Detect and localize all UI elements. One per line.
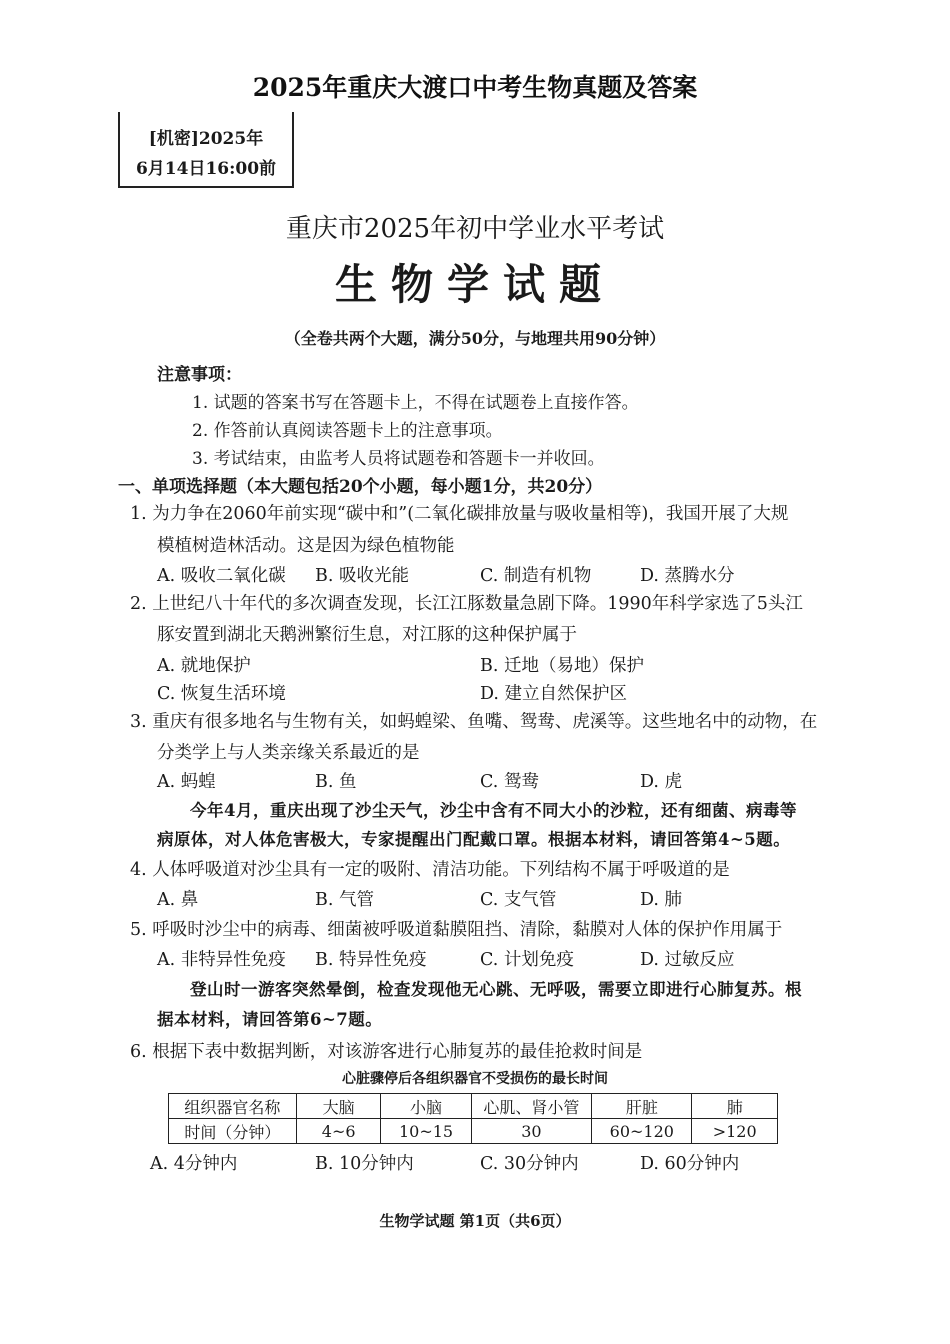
table-header-cell: 小脑 [381, 1094, 471, 1119]
exam-name: 重庆市2025年初中学业水平考试 [285, 214, 665, 244]
q4-option-b: B. 气管 [315, 890, 374, 910]
q5-option-a: A. 非特异性免疫 [157, 950, 286, 970]
table-row [169, 1119, 778, 1144]
q6-option-c: C. 30分钟内 [480, 1154, 579, 1174]
q4-option-d: D. 肺 [640, 890, 683, 910]
table-header-cell: 肺 [692, 1094, 778, 1119]
material-2-line-1: 登山时一游客突然晕倒，检查发现他无心跳、无呼吸，需要立即进行心肺复苏。根 [190, 980, 802, 999]
confidential-line-2: 6月14日16:00前 [135, 159, 277, 179]
q1-option-d: D. 蒸腾水分 [640, 566, 735, 586]
table-cell: >120 [692, 1119, 778, 1144]
confidential-line-1: [机密]2025年 [148, 129, 264, 149]
document-title: 2025年重庆大渡口中考生物真题及答案 [252, 73, 698, 102]
q6-option-d: D. 60分钟内 [640, 1154, 740, 1174]
table-caption: 心脏骤停后各组织器官不受损伤的最长时间 [342, 1071, 608, 1087]
material-1-line-2: 病原体，对人体危害极大，专家提醒出门配戴口罩。根据本材料，请回答第4~5题。 [157, 830, 791, 849]
question-3-line-2: 分类学上与人类亲缘关系最近的是 [157, 743, 420, 763]
q2-option-a: A. 就地保护 [157, 656, 251, 676]
q1-option-b: B. 吸收光能 [315, 566, 409, 586]
table-cell: 时间（分钟） [169, 1119, 297, 1144]
table-cell: 60~120 [592, 1119, 692, 1144]
q1-option-c: C. 制造有机物 [480, 566, 592, 586]
question-6: 6. 根据下表中数据判断，对该游客进行心肺复苏的最佳抢救时间是 [130, 1042, 643, 1062]
table-header-row [169, 1094, 778, 1119]
table-cell: 10~15 [381, 1119, 471, 1144]
question-3-line-1: 3. 重庆有很多地名与生物有关，如蚂蝗梁、鱼嘴、鸳鸯、虎溪等。这些地名中的动物，在 [130, 712, 818, 732]
table-header-cell: 心肌、肾小管 [471, 1094, 592, 1119]
section-heading: 一、单项选择题（本大题包括20个小题，每小题1分，共20分） [118, 477, 603, 497]
notice-item: 2. 作答前认真阅读答题卡上的注意事项。 [192, 421, 503, 441]
q1-option-a: A. 吸收二氧化碳 [157, 566, 286, 586]
q4-option-a: A. 鼻 [157, 890, 199, 910]
notice-title: 注意事项： [157, 365, 242, 385]
q3-option-a: A. 蚂蝗 [157, 772, 216, 792]
material-2-line-2: 据本材料，请回答第6~7题。 [157, 1010, 383, 1029]
question-1-line-1: 1. 为力争在2060年前实现“碳中和”(二氧化碳排放量与吸收量相等)，我国开展了大规 [130, 504, 789, 524]
notice-item: 1. 试题的答案书写在答题卡上，不得在试题卷上直接作答。 [192, 393, 639, 413]
exam-meta: （全卷共两个大题，满分50分，与地理共用90分钟） [284, 329, 666, 348]
question-1-line-2: 模植树造林活动。这是因为绿色植物能 [157, 536, 455, 556]
q2-option-b: B. 迁地（易地）保护 [480, 656, 644, 676]
q6-option-b: B. 10分钟内 [315, 1154, 414, 1174]
page-footer: 生物学试题 第1页（共6页） [379, 1212, 571, 1230]
table-header-cell: 组织器官名称 [169, 1094, 297, 1119]
material-1-line-1: 今年4月，重庆出现了沙尘天气，沙尘中含有不同大小的沙粒，还有细菌、病毒等 [190, 801, 797, 820]
q3-option-b: B. 鱼 [315, 772, 357, 792]
question-2-line-1: 2. 上世纪八十年代的多次调查发现，长江江豚数量急剧下降。1990年科学家选了5头江 [130, 594, 803, 614]
confidential-stamp-box [118, 112, 294, 188]
table-cell: 4~6 [296, 1119, 381, 1144]
subject-title: 生物学试题 [334, 260, 615, 309]
table-header-cell: 大脑 [296, 1094, 381, 1119]
question-5: 5. 呼吸时沙尘中的病毒、细菌被呼吸道黏膜阻挡、清除，黏膜对人体的保护作用属于 [130, 920, 783, 940]
q5-option-d: D. 过敏反应 [640, 950, 735, 970]
q2-option-d: D. 建立自然保护区 [480, 684, 628, 704]
table-header-cell: 肝脏 [592, 1094, 692, 1119]
q2-option-c: C. 恢复生活环境 [157, 684, 286, 704]
q3-option-c: C. 鸳鸯 [480, 772, 539, 792]
q5-option-b: B. 特异性免疫 [315, 950, 427, 970]
question-4: 4. 人体呼吸道对沙尘具有一定的吸附、清洁功能。下列结构不属于呼吸道的是 [130, 860, 730, 880]
table-cell: 30 [471, 1119, 592, 1144]
q4-option-c: C. 支气管 [480, 890, 557, 910]
notice-item: 3. 考试结束，由监考人员将试题卷和答题卡一并收回。 [192, 449, 605, 469]
q5-option-c: C. 计划免疫 [480, 950, 574, 970]
q6-option-a: A. 4分钟内 [150, 1154, 238, 1174]
organ-time-table [168, 1093, 778, 1144]
q3-option-d: D. 虎 [640, 772, 683, 792]
question-2-line-2: 豚安置到湖北天鹅洲繁衍生息，对江豚的这种保护属于 [157, 625, 577, 645]
